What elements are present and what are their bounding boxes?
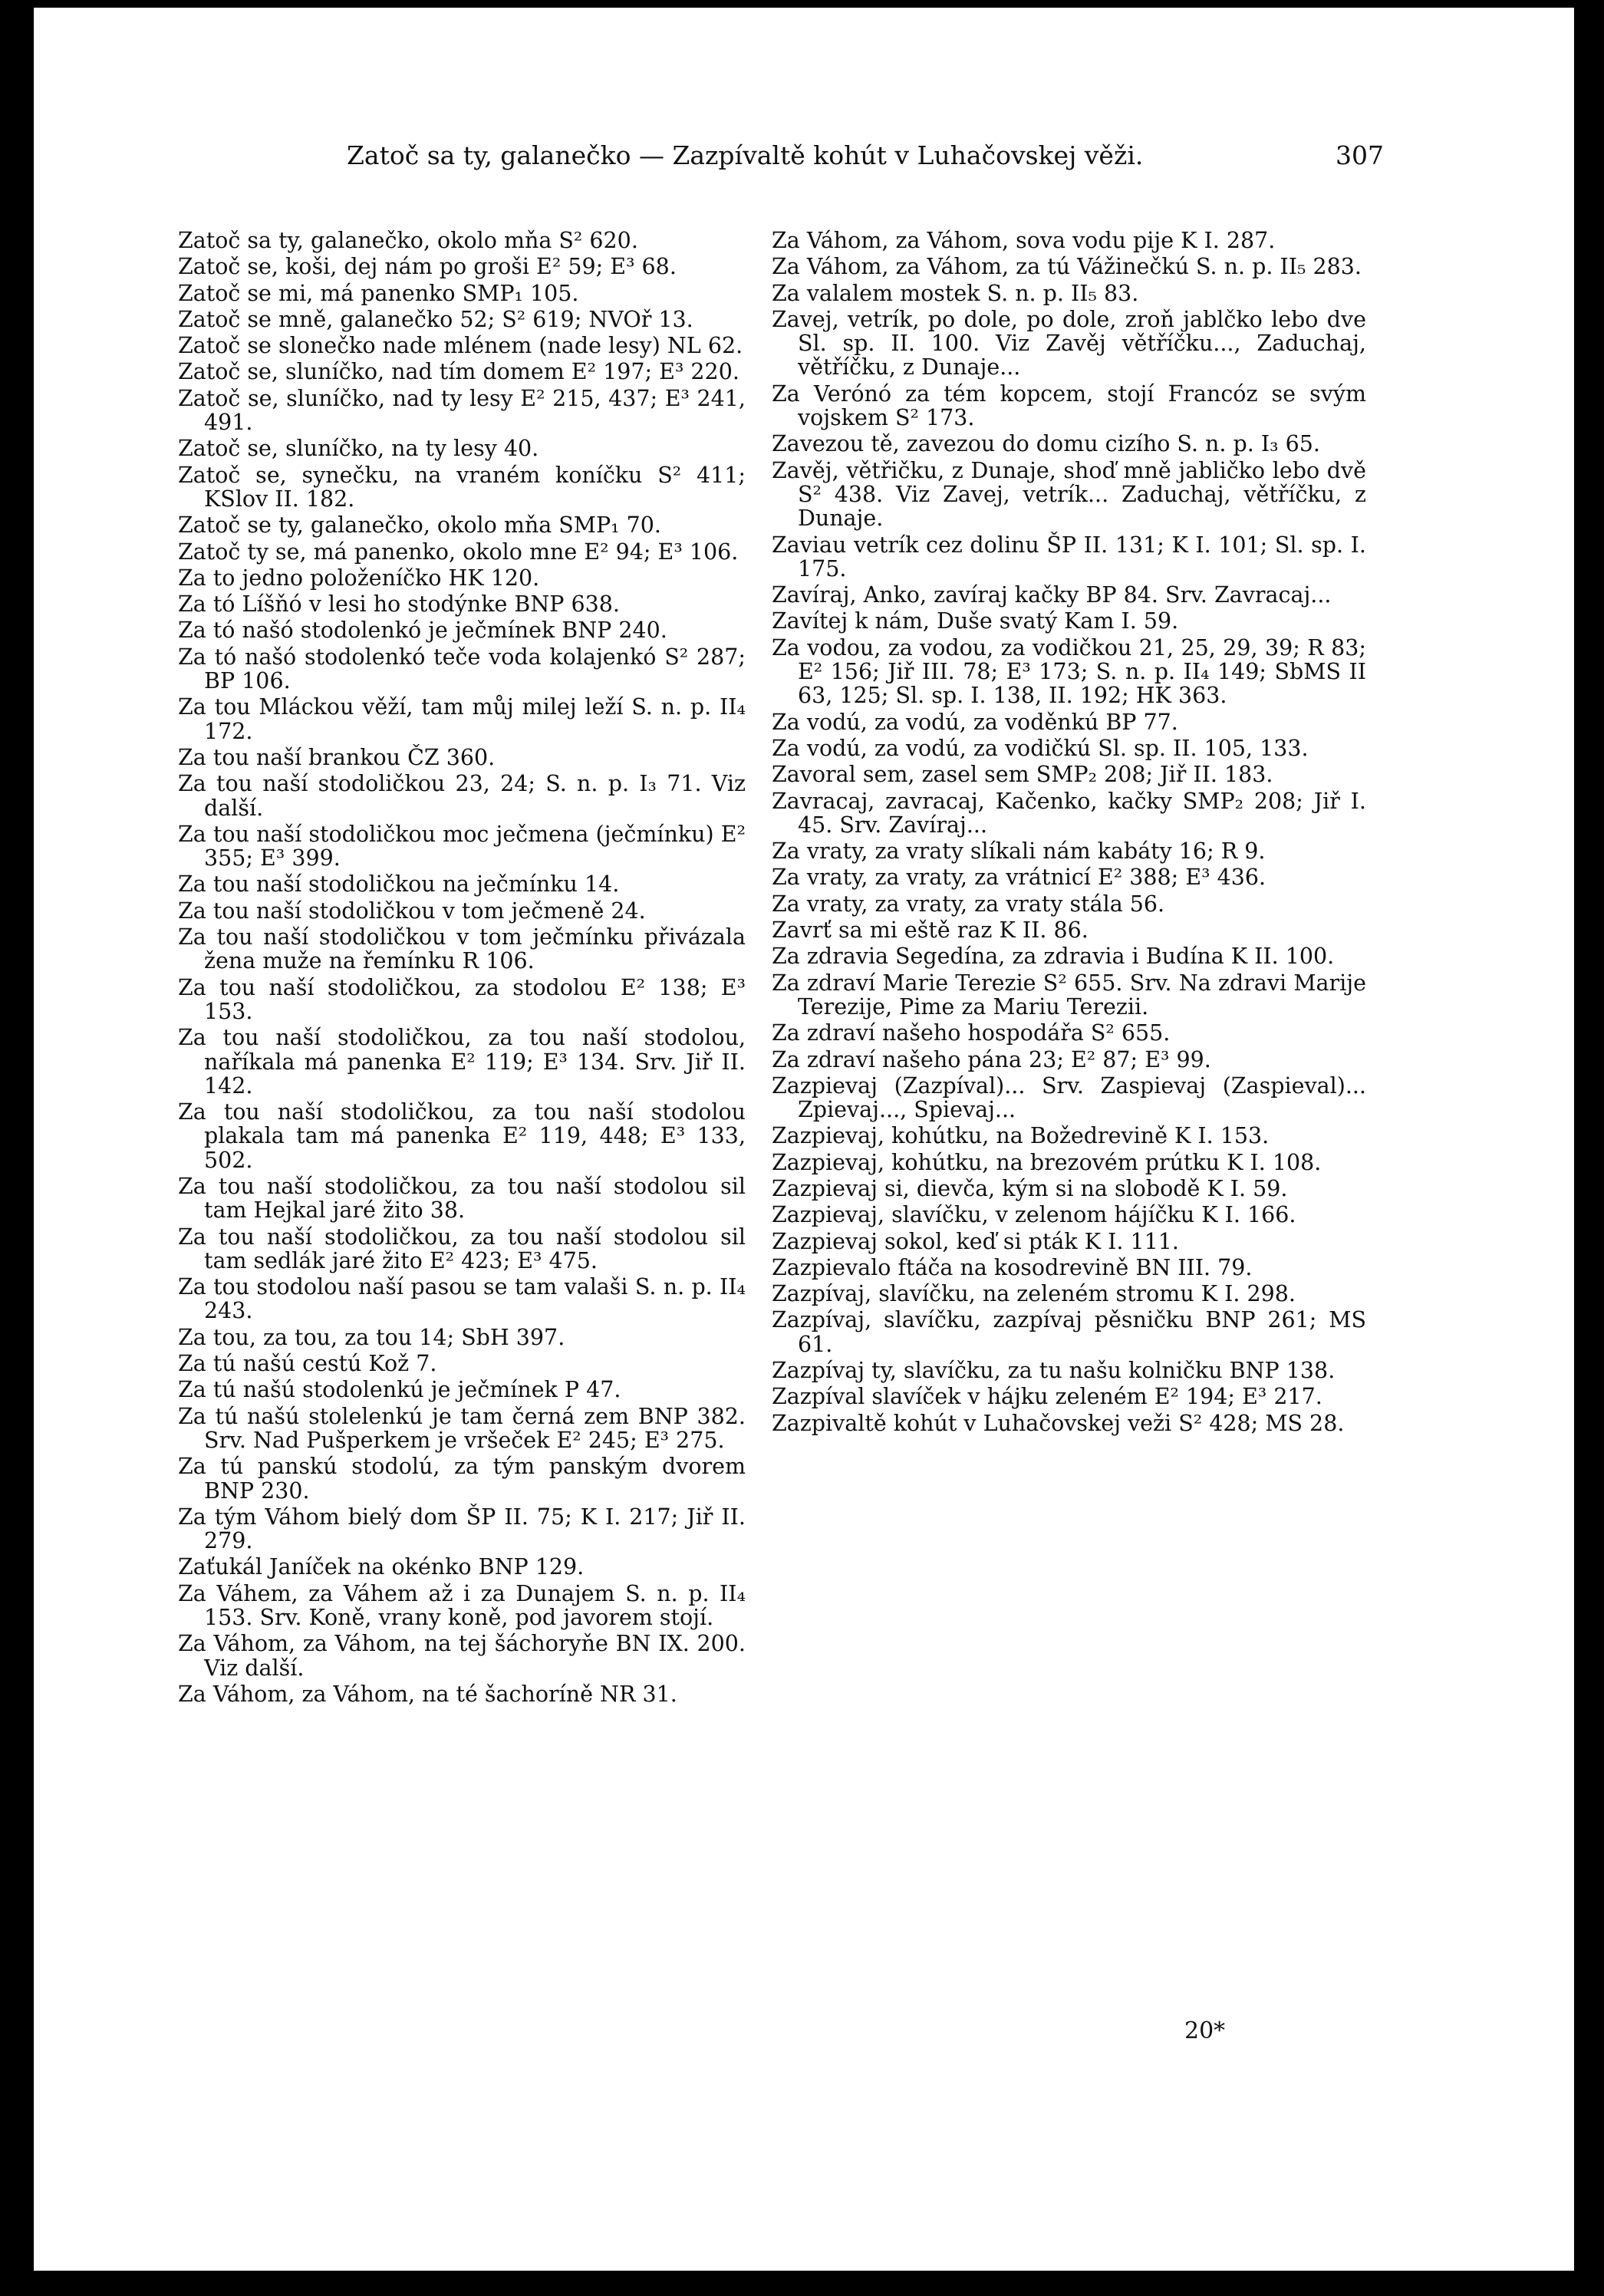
index-entry: Za tou naší stodoličkou 23, 24; S. n. p. I₃ 71. Viz další.: [178, 771, 746, 821]
index-entry: Za zdraví Marie Terezie S² 655. Srv. Na zdravi Marije Terezije, Pime za Mariu Terezii.: [772, 970, 1366, 1020]
index-entry: Za tú našú cestú Kož 7.: [178, 1351, 437, 1377]
index-entry: Za valalem mostek S. n. p. II₅ 83.: [772, 280, 1139, 306]
page-number: 307: [1336, 140, 1384, 170]
index-entry: Za tó našó stodolenkó je ječmínek BNP 240.: [178, 618, 667, 644]
index-entry: Za tú našú stodolenkú je ječmínek P 47.: [178, 1377, 621, 1403]
index-entry: Zavezou tě, zavezou do domu cizího S. n. p. I₃ 65.: [772, 431, 1320, 457]
index-entry: Zavej, vetrík, po dole, po dole, zroň jablčko lebo dve Sl. sp. II. 100. Viz Zavěj větříčku..., Zaduchaj, větříčku, z Dunaje...: [772, 306, 1366, 380]
index-entry: Zazpievalo ftáča na kosodrevině BN III. 79.: [772, 1254, 1253, 1280]
index-entry: Za tó Líšňó v lesi ho stodýnke BNP 638.: [178, 591, 620, 618]
index-entry: Za tú panskú stodolú, za tým panským dvorem BNP 230.: [178, 1454, 746, 1504]
index-entry: Zatoč se slonečko nade mlénem (nade lesy) NL 62.: [178, 333, 743, 359]
index-entry: Za vodú, za vodú, za vodičkú Sl. sp. II. 105, 133.: [772, 735, 1309, 761]
index-entry: Zazpívaj, slavíčku, zazpívaj pěsničku BNP 261; MS 61.: [772, 1307, 1366, 1357]
index-entry: Za Váhom, za Váhom, sova vodu pije K I. 287.: [772, 228, 1276, 253]
index-entry: Za tou stodolou naší pasou se tam valaši S. n. p. II₄ 243.: [178, 1274, 746, 1324]
index-entry: Za Váhom, za Váhom, za tú Vážinečkú S. n. p. II₅ 283.: [772, 254, 1362, 280]
index-entry: Za vraty, za vraty, za vraty stála 56.: [772, 891, 1165, 917]
index-entry: Za tou, za tou, za tou 14; SbH 397.: [178, 1324, 565, 1350]
index-entry: Zazpívaj ty, slavíčku, za tu našu kolničku BNP 138.: [772, 1358, 1336, 1384]
index-entry: Zavítej k nám, Duše svatý Kam I. 59.: [772, 608, 1179, 634]
index-entry: Za Verónó za tém kopcem, stojí Francóz se svým vojskem S² 173.: [772, 380, 1366, 431]
index-entry: Zavrť sa mi eště raz K II. 86.: [772, 917, 1089, 944]
index-entry: Zazpievaj, kohútku, na Božedrevině K I. 153.: [772, 1123, 1270, 1149]
index-entry: Zazpievaj, slavíčku, v zelenom hájíčku K I. 166.: [772, 1202, 1296, 1228]
index-entry: Zazpievaj si, dievča, kým si na slobodě K I. 59.: [772, 1175, 1288, 1201]
index-entry: Zatoč se, synečku, na vraném koníčku S² 411; KSlov II. 182.: [178, 462, 746, 512]
index-entry: Za vraty, za vraty slíkali nám kabáty 16; R 9.: [772, 838, 1266, 865]
index-entry: Za tó našó stodolenkó teče voda kolajenkó S² 287; BP 106.: [178, 644, 746, 694]
index-entry: Za tou naší stodoličkou na ječmínku 14.: [178, 871, 620, 898]
index-entry: Zatoč se ty, galanečko, okolo mňa SMP₁ 70.: [178, 512, 661, 539]
index-entry: Za tou naší stodoličkou, za tou naší stodolou plakala tam má panenka E² 119, 448; E³ 133, 502.: [178, 1099, 746, 1173]
index-entry: Za zdraví našeho hospodářa S² 655.: [772, 1020, 1171, 1046]
index-entry: Zatoč se, sluníčko, na ty lesy 40.: [178, 436, 539, 462]
index-entry: Za to jedno položeníčko HK 120.: [178, 565, 540, 591]
index-entry: Zaviau vetrík cez dolinu ŠP II. 131; K I. 101; Sl. sp. I. 175.: [772, 532, 1366, 581]
index-entry: Za tou naší stodoličkou, za stodolou E² 138; E³ 153.: [178, 974, 746, 1024]
index-entry: Za zdraví našeho pána 23; E² 87; E³ 99.: [772, 1046, 1211, 1072]
index-entry: Za tou naší stodoličkou v tom ječmínku přivázala žena muže na řemínku R 106.: [178, 924, 746, 974]
index-entry: Zavěj, větřičku, z Dunaje, shoď mně jabličko lebo dvě S² 438. Viz Zavej, vetrík... Zaduchaj, větříčku, z Dunaje.: [772, 457, 1366, 532]
index-entry: Zatoč se mně, galanečko 52; S² 619; NVOř 13.: [178, 306, 693, 332]
index-entry: Za Váhem, za Váhem až i za Dunajem S. n. p. II₄ 153. Srv. Koně, vrany koně, pod javorem stojí.: [178, 1580, 746, 1631]
index-entry: Zavíraj, Anko, zavíraj kačky BP 84. Srv. Zavracaj...: [772, 582, 1332, 608]
index-entry: Za Váhom, za Váhom, na tej šáchoryňe BN IX. 200. Viz další.: [178, 1631, 746, 1681]
index-entry: Zavracaj, zavracaj, Kačenko, kačky SMP₂ 208; Jiř I. 45. Srv. Zavíraj...: [772, 788, 1366, 838]
index-entry: Zatoč se, sluníčko, nad tím domem E² 197; E³ 220.: [178, 359, 739, 385]
index-entry: Za tú našú stolelenkú je tam černá zem BNP 382. Srv. Nad Pušperkem je vršeček E² 245; E³ 275.: [178, 1403, 746, 1453]
index-entry: Za tou naší stodoličkou, za tou naší stodolou, naříkala má panenka E² 119; E³ 134. Srv. Jiř II. 142.: [178, 1025, 746, 1099]
index-entry: Za vraty, za vraty, za vrátnicí E² 388; E³ 436.: [772, 865, 1266, 891]
index-entry: Za tou naší stodoličkou, za tou naší stodolou sil tam sedlák jaré žito E² 423; E³ 475.: [178, 1224, 746, 1273]
index-entry: Zazpivaltě kohút v Luhačovskej veži S² 428; MS 28.: [772, 1410, 1345, 1436]
index-entry: Za vodou, za vodou, za vodičkou 21, 25, 29, 39; R 83; E² 156; Jiř III. 78; E³ 173; S. n. p. II₄ 149; SbMS II 63, 125; Sl. sp. I. 138, II. 192; HK 363.: [772, 634, 1366, 709]
index-entry: Za tou Mláckou věží, tam můj milej leží S. n. p. II₄ 172.: [178, 694, 746, 744]
index-entry: Za tou naší stodoličkou moc ječmena (ječmínku) E² 355; E³ 399.: [178, 821, 746, 871]
index-entry: Zatoč se, koši, dej nám po groši E² 59; E³ 68.: [178, 254, 677, 280]
page: [34, 8, 1574, 2271]
index-entry: Zatoč se, sluníčko, nad ty lesy E² 215, 437; E³ 241, 491.: [178, 385, 746, 436]
index-entry: Zatoč se mi, má panenko SMP₁ 105.: [178, 280, 579, 306]
index-entry: Zazpievaj (Zazpíval)... Srv. Zaspievaj (Zaspieval)... Zpievaj..., Spievaj...: [772, 1072, 1366, 1123]
index-entry: Za vodú, za vodú, za voděnkú BP 77.: [772, 709, 1178, 735]
index-entry: Zazpievaj sokol, keď si pták K I. 111.: [772, 1228, 1179, 1254]
left-column: [178, 229, 746, 1708]
index-entry: Zazpíval slavíček v hájku zeleném E² 194; E³ 217.: [772, 1384, 1322, 1410]
index-entry: Zazpívaj, slavíčku, na zeleném stromu K I. 298.: [772, 1281, 1296, 1307]
header-title: Zatoč sa ty, galanečko — Zazpívaltě kohút v Luhačovskej věži.: [347, 140, 1144, 170]
index-entry: Zaťukál Janíček na okénko BNP 129.: [178, 1554, 585, 1580]
index-entry: Za tým Váhom bielý dom ŠP II. 75; K I. 217; Jiř II. 279.: [178, 1504, 746, 1554]
index-entry: Za Váhom, za Váhom, na té šachoríně NR 31.: [178, 1681, 677, 1707]
right-column: [772, 229, 1366, 1438]
signature-mark: 20*: [1184, 2018, 1226, 2044]
index-entry: Zazpievaj, kohútku, na brezovém prútku K I. 108.: [772, 1149, 1322, 1175]
index-entry: Zavoral sem, zasel sem SMP₂ 208; Jiř II. 183.: [772, 762, 1273, 788]
index-entry: Zatoč sa ty, galanečko, okolo mňa S² 620.: [178, 228, 638, 253]
index-entry: Zatoč ty se, má panenko, okolo mne E² 94; E³ 106.: [178, 539, 739, 565]
index-entry: Za tou naší stodoličkou v tom ječmeně 24.: [178, 898, 646, 924]
index-entry: Za tou naší stodoličkou, za tou naší stodolou sil tam Hejkal jaré žito 38.: [178, 1173, 746, 1224]
index-entry: Za tou naší brankou ČZ 360.: [178, 744, 496, 770]
index-entry: Za zdravia Segedína, za zdravia i Budína K II. 100.: [772, 944, 1335, 970]
running-header: [347, 140, 1384, 170]
